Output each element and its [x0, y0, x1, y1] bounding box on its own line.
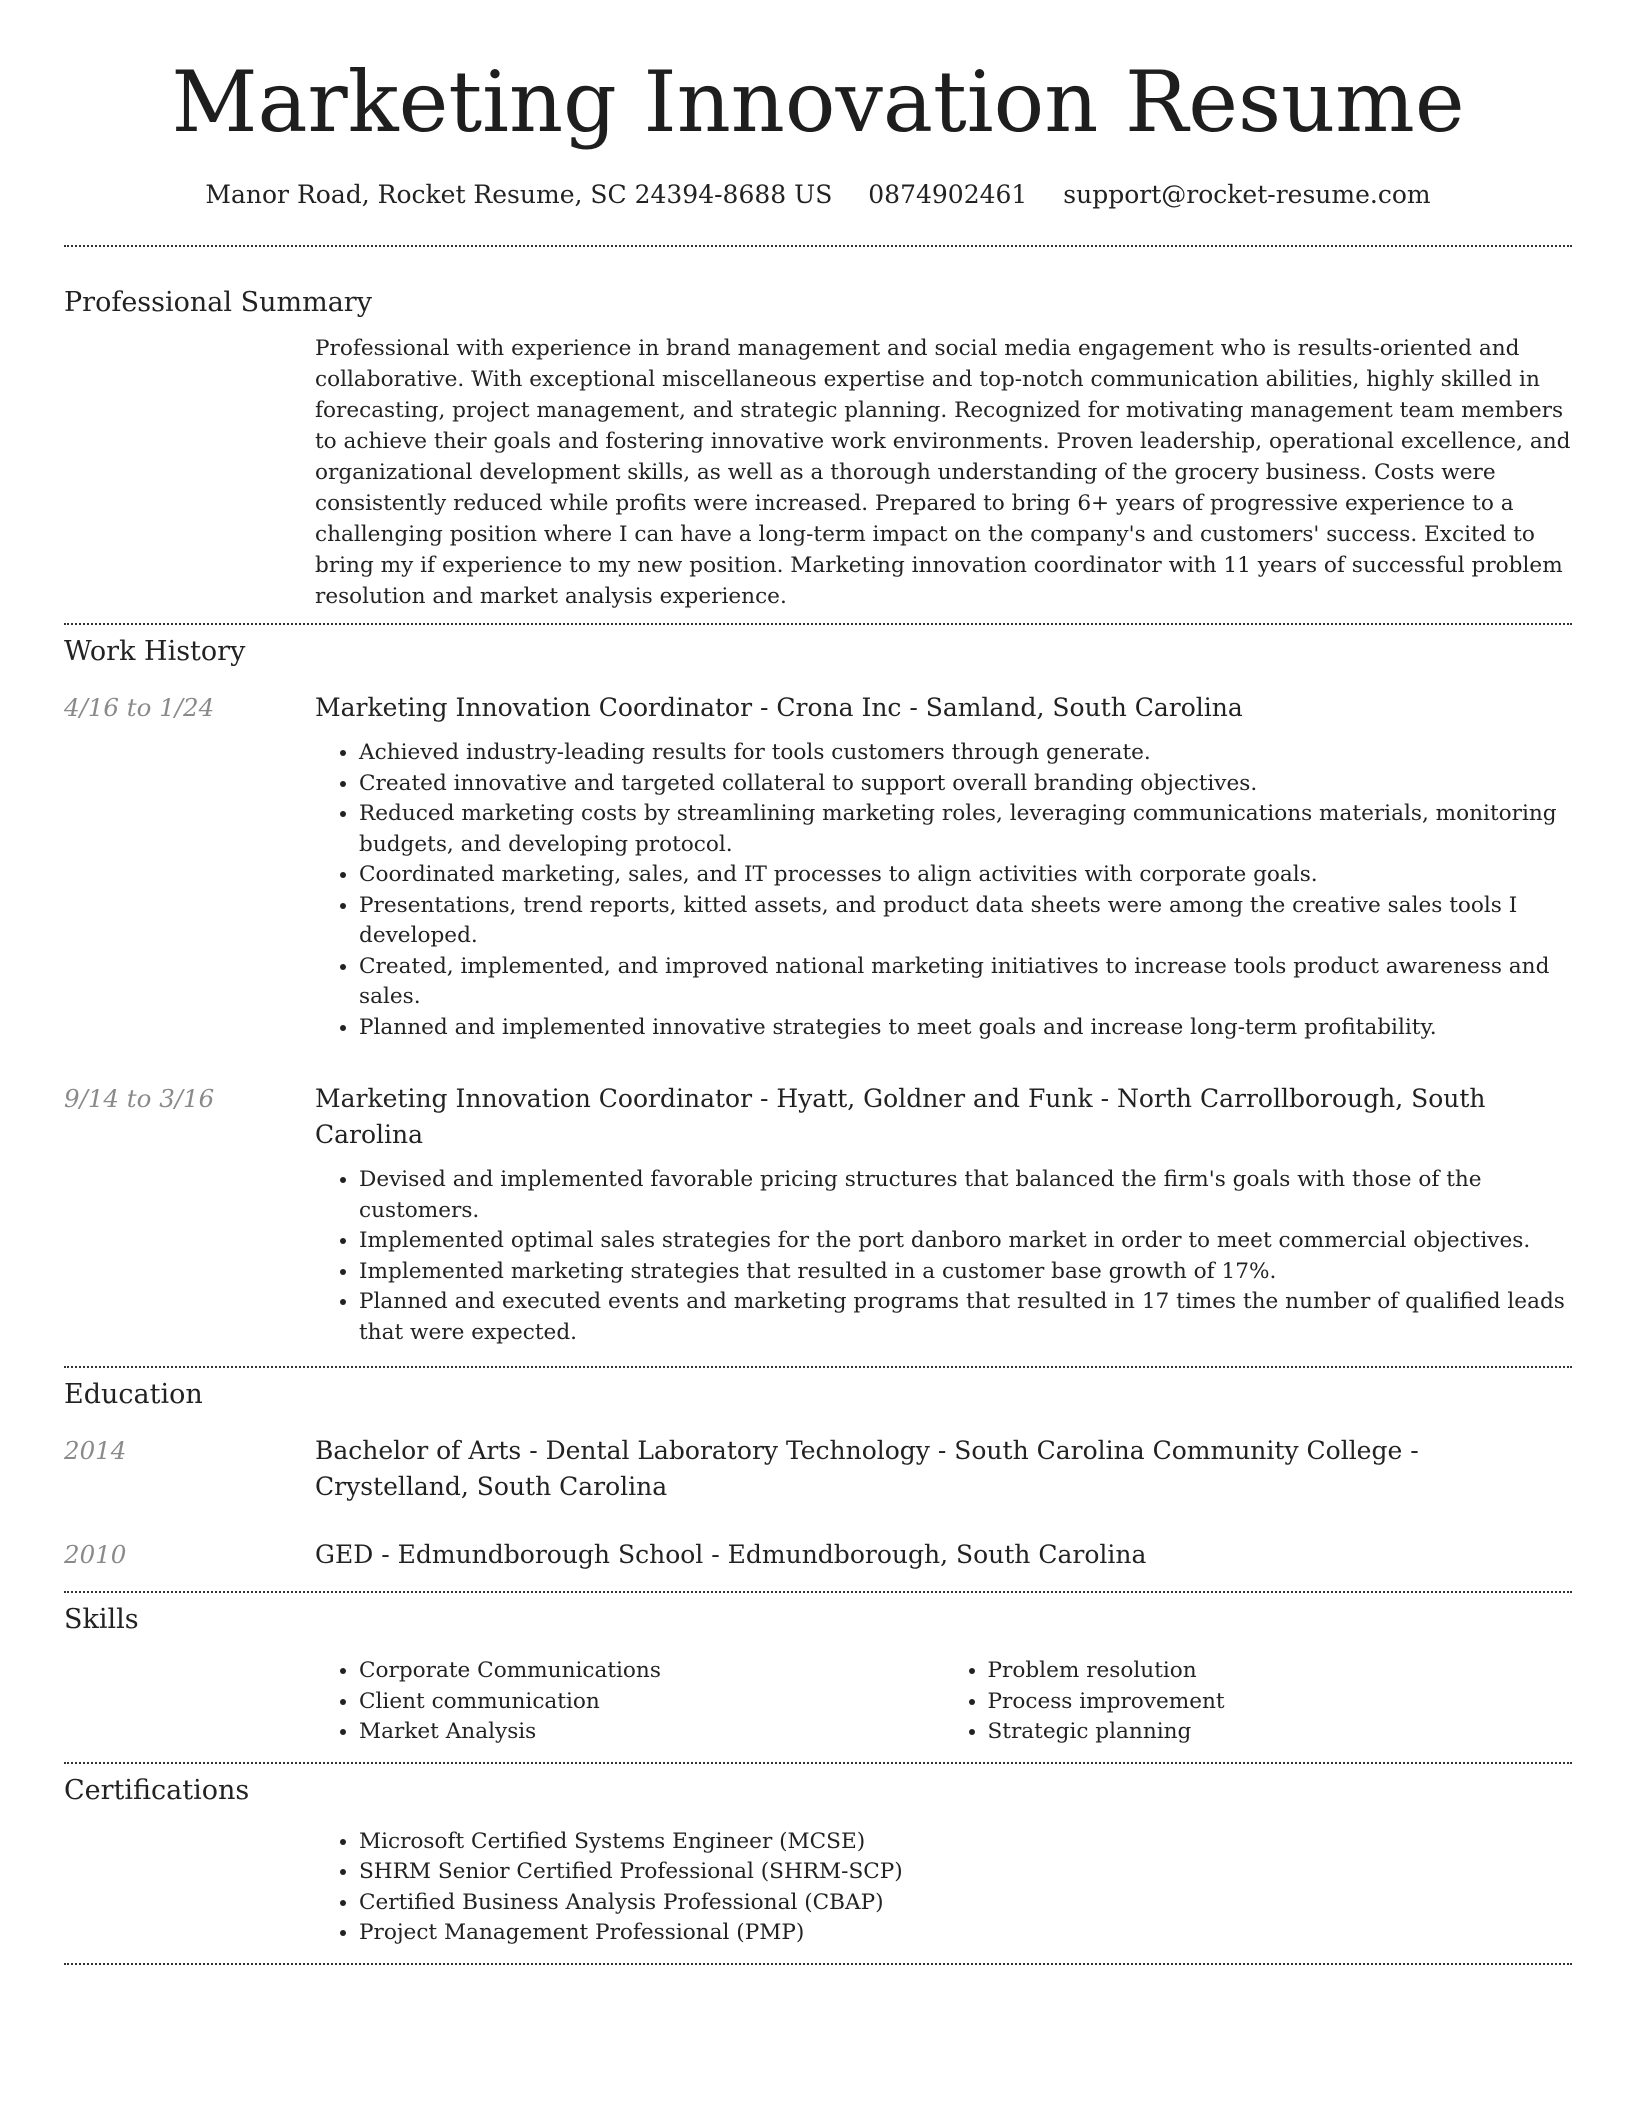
list-item: • Created innovative and targeted collateral to support overall branding objectives.: [359, 769, 1572, 800]
education-entry: [64, 1433, 1572, 1505]
list-item: • Planned and implemented innovative strategies to meet goals and increase long-term profitability.: [359, 1013, 1572, 1044]
contact-email: support@rocket-resume.com: [1063, 180, 1431, 209]
list-item: • Reduced marketing costs by streamlining marketing roles, leveraging communications materials, monitoring budgets, and developing protocol.: [359, 799, 1572, 860]
list-item: • SHRM Senior Certified Professional (SHRM-SCP): [359, 1857, 1572, 1888]
section-title-skills: Skills: [64, 1604, 139, 1635]
job-heading: Marketing Innovation Coordinator - Hyatt, Goldner and Funk - North Carrollborough, South Carolina: [315, 1084, 1486, 1149]
section-title-education: Education: [64, 1379, 203, 1410]
list-item: • Certified Business Analysis Professional (CBAP): [359, 1888, 1572, 1919]
contact-line: [64, 180, 1572, 210]
list-item: • Corporate Communications: [359, 1656, 944, 1687]
list-item: • Process improvement: [988, 1687, 1573, 1718]
education-year: 2010: [64, 1540, 127, 1569]
divider: [64, 1762, 1572, 1764]
certifications-list: [315, 1827, 1572, 1949]
divider: [64, 623, 1572, 625]
job-dates: 9/14 to 3/16: [64, 1084, 215, 1113]
skills-list-right: [944, 1656, 1573, 1748]
list-item: • Planned and executed events and marketing programs that resulted in 17 times the number of qualified leads that were expected.: [359, 1287, 1572, 1348]
skills-list-left: [315, 1656, 944, 1748]
contact-phone: 0874902461: [868, 180, 1028, 209]
list-item: • Implemented optimal sales strategies for the port danboro market in order to meet commercial objectives.: [359, 1226, 1572, 1257]
list-item: • Presentations, trend reports, kitted assets, and product data sheets were among the creative sales tools I developed.: [359, 891, 1572, 952]
resume-page: [64, 0, 1572, 1965]
list-item: • Created, implemented, and improved national marketing initiatives to increase tools product awareness and sales.: [359, 952, 1572, 1013]
list-item: • Project Management Professional (PMP): [359, 1918, 1572, 1949]
job-bullets: [315, 738, 1572, 1043]
education-text: Bachelor of Arts - Dental Laboratory Technology - South Carolina Community College - Crystelland, South Carolina: [315, 1436, 1419, 1501]
job-heading: Marketing Innovation Coordinator - Crona Inc - Samland, South Carolina: [315, 693, 1243, 722]
job-entry: [64, 1081, 1572, 1153]
divider: [64, 1591, 1572, 1593]
divider: [64, 1963, 1572, 1965]
section-title-work: Work History: [64, 636, 246, 667]
education-year: 2014: [64, 1436, 127, 1465]
skills-columns: [315, 1656, 1572, 1748]
list-item: • Microsoft Certified Systems Engineer (MCSE): [359, 1827, 1572, 1858]
list-item: • Devised and implemented favorable pricing structures that balanced the firm's goals with those of the customers.: [359, 1165, 1572, 1226]
list-item: • Problem resolution: [988, 1656, 1573, 1687]
list-item: • Market Analysis: [359, 1717, 944, 1748]
education-text: GED - Edmundborough School - Edmundborough, South Carolina: [315, 1540, 1147, 1569]
resume-title: Marketing Innovation Resume: [171, 53, 1465, 151]
education-entry: [64, 1537, 1572, 1573]
summary-text: Professional with experience in brand management and social media engagement who is results-oriented and collaborative. With exceptional miscellaneous expertise and top-notch communication abilities, highly skilled in forecasting, project management, and strategic planning. Recognized for motivating management team members to achieve their goals and fostering innovative work environments. Proven leadership, operational excellence, and organizational development skills, as well as a thorough understanding of the grocery business. Costs were consistently reduced while profits were increased. Prepared to bring 6+ years of progressive experience to a challenging position where I can have a long-term impact on the company's and customers' success. Excited to bring my if experience to my new position. Marketing innovation coordinator with 11 years of successful problem resolution and market analysis experience.: [315, 336, 1571, 609]
list-item: • Implemented marketing strategies that resulted in a customer base growth of 17%.: [359, 1257, 1572, 1288]
job-bullets: [315, 1165, 1572, 1348]
divider: [64, 1366, 1572, 1368]
list-item: • Coordinated marketing, sales, and IT processes to align activities with corporate goals.: [359, 860, 1572, 891]
job-dates: 4/16 to 1/24: [64, 693, 215, 722]
list-item: • Client communication: [359, 1687, 944, 1718]
section-title-certifications: Certifications: [64, 1774, 250, 1806]
section-title-summary: Professional Summary: [64, 287, 372, 318]
divider: [64, 245, 1572, 247]
contact-address: Manor Road, Rocket Resume, SC 24394-8688 US: [205, 180, 833, 209]
job-entry: [64, 690, 1572, 726]
list-item: • Achieved industry-leading results for tools customers through generate.: [359, 738, 1572, 769]
list-item: • Strategic planning: [988, 1717, 1573, 1748]
